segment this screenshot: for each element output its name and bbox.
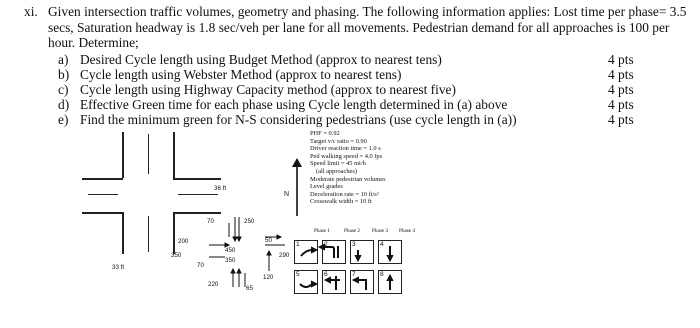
part-label: a) <box>58 52 69 67</box>
volume-center-bottom: 350 <box>225 257 236 264</box>
info-line: Driver reaction time = 1.0 s <box>310 145 381 153</box>
part-label: c) <box>58 82 69 97</box>
part-label: b) <box>58 67 70 82</box>
lane-line <box>148 134 149 174</box>
volume-eb-left: 200 <box>178 238 189 245</box>
lane-line <box>148 216 149 252</box>
phase-box-number: 2 <box>324 241 328 248</box>
part-text: Effective Green time for each phase using Cycle length determined in (a) above <box>80 97 508 112</box>
ew-width-label: 33 ft <box>112 264 125 271</box>
curb-line <box>122 212 124 254</box>
curb-line <box>122 132 124 178</box>
volume-center-top: 450 <box>225 247 236 254</box>
lane-line <box>178 194 218 195</box>
phase-box-number: 5 <box>296 271 300 278</box>
volume-eb-right: 70 <box>197 262 204 269</box>
question-number: xi. <box>24 4 38 19</box>
phase-label: Phase 2 <box>344 228 360 234</box>
part-text: Find the minimum green for N-S considering pedestrians (use cycle length in (a)) <box>80 112 517 127</box>
phase-box-number: 3 <box>352 241 356 248</box>
info-line: Target v/c ratio = 0.90 <box>310 137 367 145</box>
lane-line <box>88 194 118 195</box>
phase-box-number: 6 <box>324 271 328 278</box>
points-e: 4 pts <box>608 112 634 127</box>
phase-box-number: 1 <box>296 241 300 248</box>
phase-movement-icons <box>294 240 404 295</box>
part-text: Cycle length using Webster Method (approx to nearest tens) <box>80 67 402 82</box>
volume-nb-left: 220 <box>208 281 219 288</box>
phase-box-number: 7 <box>352 271 356 278</box>
curb-line <box>173 212 175 254</box>
info-line: Level grades <box>310 183 343 191</box>
info-line: Ped walking speed = 4.0 fps <box>310 152 383 160</box>
part-text: Desired Cycle length using Budget Method (approx to nearest tens) <box>80 52 442 67</box>
volume-nb-right: 65 <box>246 285 253 292</box>
ns-width-label: 36 ft <box>214 185 227 192</box>
curb-line <box>173 212 221 214</box>
info-line: Moderate pedestrian volumes <box>310 175 386 183</box>
north-label: N <box>284 191 290 198</box>
movement-arrows-icon <box>205 215 295 295</box>
part-text: Cycle length using Highway Capacity method (approx to nearest five) <box>80 82 456 97</box>
info-line: (all approaches) <box>316 167 357 175</box>
volume-sb-right: 250 <box>244 218 255 225</box>
volume-wb-through: 290 <box>279 252 290 259</box>
volume-wb-right: 50 <box>265 237 272 244</box>
info-line: Deceleration rate = 10 ft/s² <box>310 190 379 198</box>
curb-line <box>173 132 175 178</box>
part-label: d) <box>58 97 70 112</box>
phase-label: Phase 4 <box>399 228 415 234</box>
points-b: 4 pts <box>608 67 634 82</box>
info-list <box>310 130 386 206</box>
phase-box-number: 4 <box>380 241 384 248</box>
points-d: 4 pts <box>608 97 634 112</box>
info-line: PHF = 0.92 <box>310 130 340 137</box>
points-c: 4 pts <box>608 82 634 97</box>
curb-line <box>173 178 221 180</box>
part-label: e) <box>58 112 69 127</box>
phase-box-number: 8 <box>380 271 384 278</box>
volume-eb-through: 350 <box>171 252 182 259</box>
curb-line <box>82 212 123 214</box>
volume-wb-left: 120 <box>263 274 274 281</box>
phase-label: Phase 1 <box>314 228 330 234</box>
points-a: 4 pts <box>608 52 634 67</box>
volume-sb-left: 70 <box>207 218 214 225</box>
north-arrow-icon <box>291 158 303 216</box>
phase-label: Phase 3 <box>372 228 388 234</box>
curb-line <box>82 178 123 180</box>
info-line: Speed limit = 45 mi/h <box>310 160 366 168</box>
info-line: Crosswalk width = 10 ft <box>310 198 372 206</box>
question-intro: Given intersection traffic volumes, geometry and phasing. The following information applies: Lost time per phase= 3.5 secs, Saturation headway is 1.8 sec/veh per lane for all movements. Pedestrian demand for all approaches is 100 per hour. Determine; <box>48 4 687 50</box>
